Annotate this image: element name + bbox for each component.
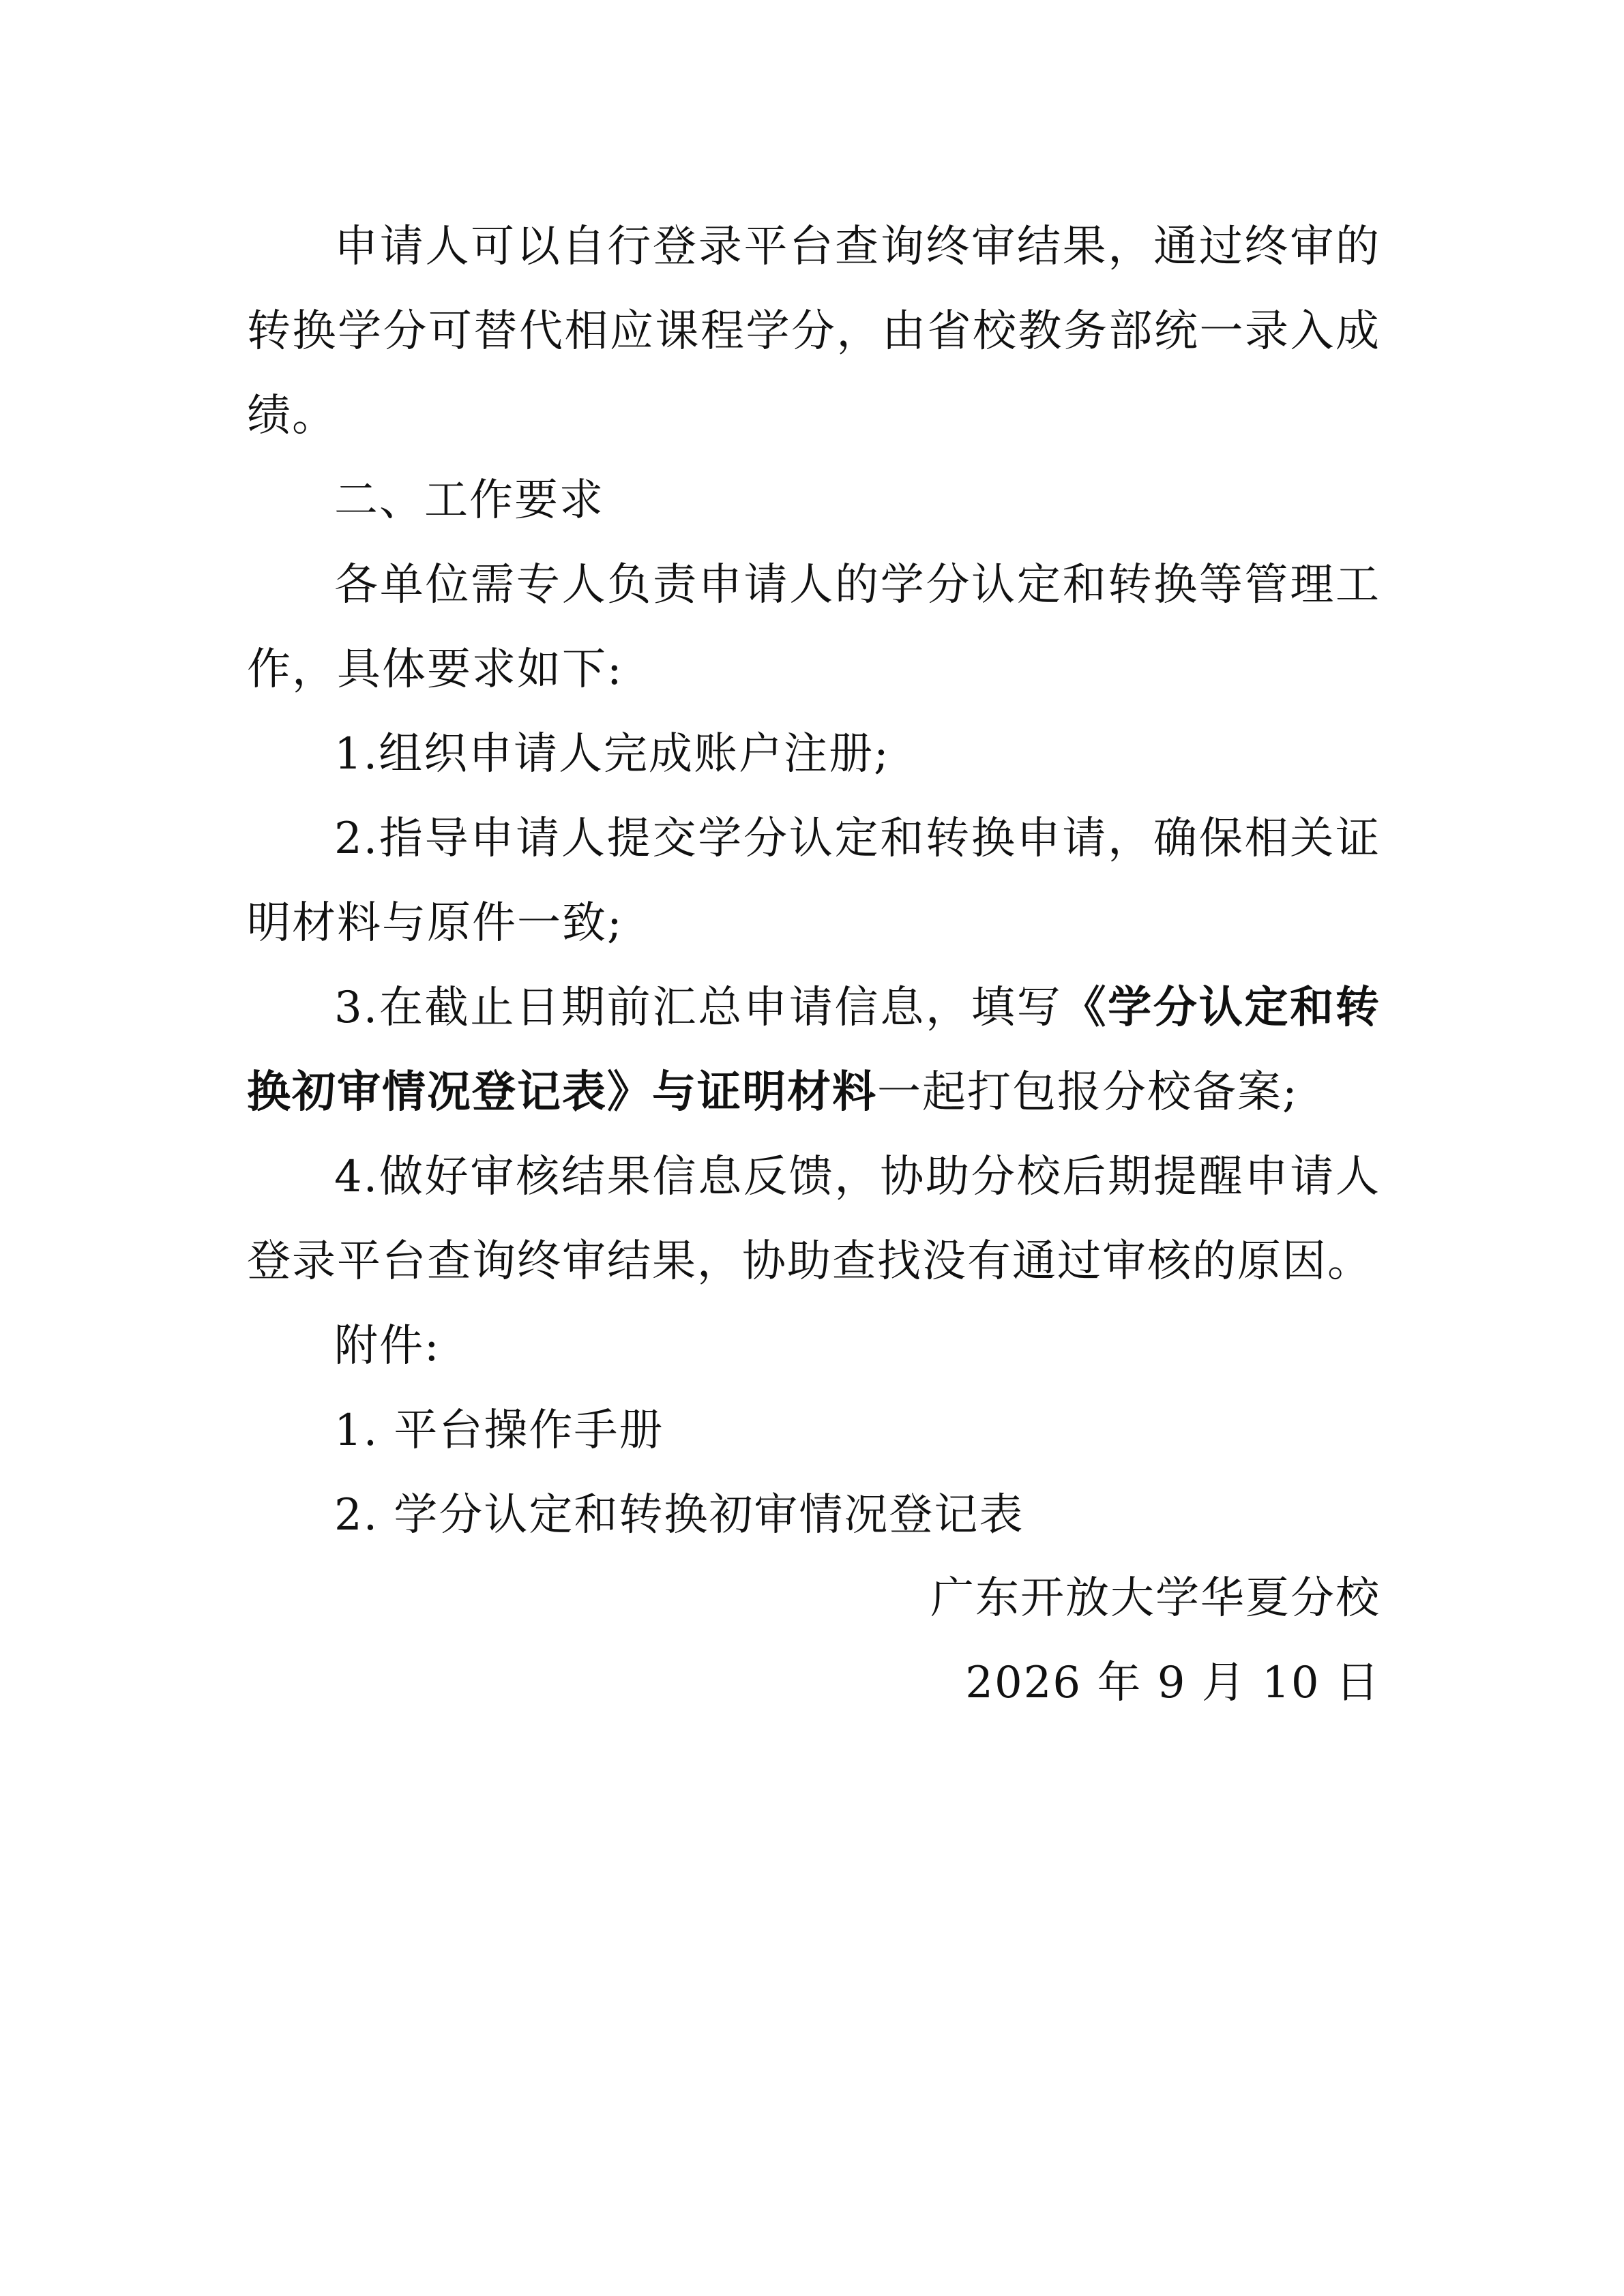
signature-block — [930, 1556, 1381, 1725]
attachment-item-1: 1. 平台操作手册 — [334, 1405, 664, 1456]
attachments-label: 附件: — [334, 1321, 441, 1371]
paragraph-requirements-intro: 各单位需专人负责申请人的学分认定和转换等管理工作，具体要求如下: — [247, 560, 1381, 695]
document-body — [247, 205, 1381, 1557]
requirement-1: 1.组织申请人完成账户注册; — [334, 729, 890, 779]
attachment-item-2: 2. 学分认定和转换初审情况登记表 — [334, 1490, 1024, 1540]
requirement-4: 4.做好审核结果信息反馈，协助分校后期提醒申请人登录平台查询终审结果，协助查找没有通过审核的原因。 — [247, 1152, 1381, 1287]
requirement-3-bold: 《学分认定和转换初审情况登记表》与证明材料 — [247, 982, 1381, 1118]
requirement-3-prefix: 3.在截止日期前汇总申请信息，填写 — [334, 983, 1063, 1033]
section-heading-work-requirements: 二、工作要求 — [334, 475, 604, 526]
signature-organization: 广东开放大学华夏分校 — [930, 1573, 1381, 1624]
signature-date: 2026 年 9 月 10 日 — [965, 1658, 1381, 1708]
requirement-3 — [247, 966, 1381, 1135]
requirement-3-suffix: 一起打包报分校备案; — [877, 1067, 1299, 1118]
requirement-2: 2.指导申请人提交学分认定和转换申请，确保相关证明材料与原件一致; — [247, 814, 1381, 949]
paragraph-final-review: 申请人可以自行登录平台查询终审结果，通过终审的转换学分可替代相应课程学分，由省校教务部统一录入成绩。 — [247, 222, 1381, 441]
